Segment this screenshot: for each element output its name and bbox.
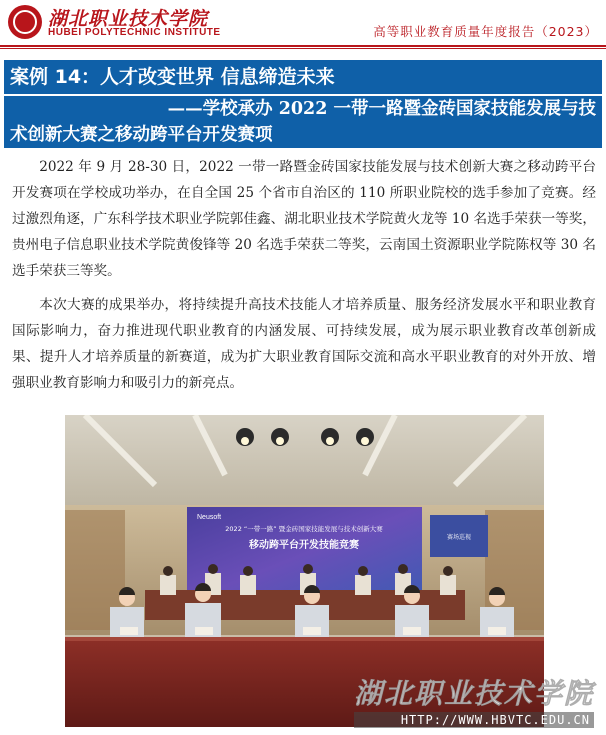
school-name-en: HUBEI POLYTECHNIC INSTITUTE [48,27,221,38]
banner-subtitle: 移动跨平台开发技能竞赛 [249,540,359,551]
side-screen-text: 赛场巡视 [446,534,472,541]
case-title: 案例 14：人才改变世界 信息缔造未来 [4,60,602,94]
banner-logo: Neusoft [197,514,222,521]
case-subtitle-line2: 术创新大赛之移动跨平台开发赛项 [10,125,273,145]
body-paragraph-2: 本次大赛的成果举办，将持续提升高技术技能人才培养质量、服务经济发展水平和职业教育国际影响力，奋力推进现代职业教育的内涵发展、可持续发展，成为展示职业教育改革创新成果、提升人才培养质量的新赛道，成为扩大职业教育国际交流和高水平职业教育的对外开放、增强职业教育影响力和吸引力的新亮点。 [12,297,596,391]
school-seal-logo [8,5,42,39]
header-divider [0,45,606,47]
watermark-school-name: 湖北职业技术学院 [353,677,594,710]
watermark-url: HTTP://WWW.HBVTC.EDU.CN [354,712,594,728]
header-divider-thin [0,48,606,49]
case-subtitle [4,96,602,148]
body-paragraph-1: 2022 年 9 月 28-30 日，2022 一带一路暨金砖国家技能发展与技术创新大赛之移动跨平台开发赛项在学校成功举办，在自全国 25 个省市自治区的 110 所职业院校的选手参加了竞赛。经过激烈角逐，广东科学技术职业学院郭佳鑫、湖北职业技术学院黄火龙等 10 名选手荣获一等奖，贵州电子信息职业技术学院黄俊锋等 20 名选手荣获二等奖，云南国土资源职业学院陈权等 30 名选手荣获三等奖。 [12,159,596,279]
banner-title: 2022 “一带一路” 暨金砖国家技能发展与技术创新大赛 [225,525,383,533]
page-header [0,0,606,52]
report-title: 高等职业教育质量年度报告（2023） [373,24,598,39]
school-name-cn: 湖北职业技术学院 [48,8,209,30]
case-subtitle-line1: ——学校承办 2022 一带一路暨金砖国家技能发展与技 [167,99,596,119]
site-watermark [354,672,594,728]
